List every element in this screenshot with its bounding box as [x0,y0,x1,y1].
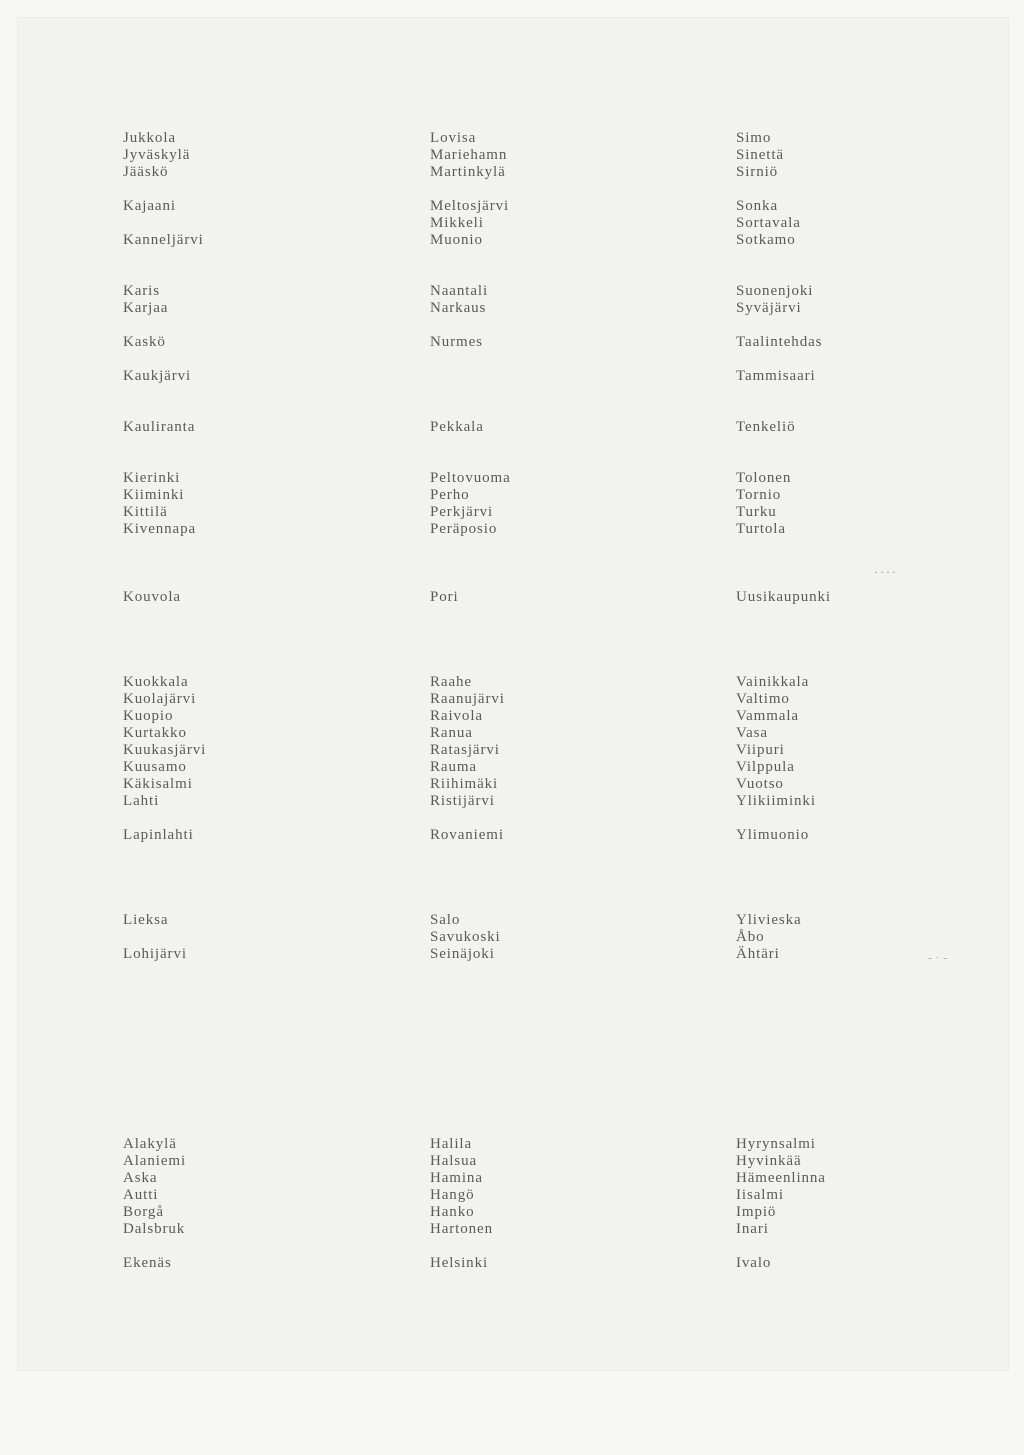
place-name: Peräposio [430,521,498,537]
place-name: Jääskö [123,164,169,180]
place-name: Tornio [736,487,782,503]
place-name: Vasa [736,725,768,741]
place-name: Martinkylä [430,164,506,180]
place-name: Rauma [430,759,477,775]
place-name: Hyrynsalmi [736,1136,816,1152]
place-name: Savukoski [430,929,501,945]
place-name: Tammisaari [736,368,816,384]
place-name: Narkaus [430,300,487,316]
place-name: Borgå [123,1204,164,1220]
place-name: Halila [430,1136,473,1152]
place-name: Mariehamn [430,147,508,163]
place-name: Ähtäri [736,946,780,962]
place-name: Dalsbruk [123,1221,186,1237]
place-name: Ylikiiminki [736,793,816,809]
place-name: Kauliranta [123,419,196,435]
place-name: Lohijärvi [123,946,187,962]
place-name: Hanko [430,1204,475,1220]
place-name: Kuukasjärvi [123,742,207,758]
place-name: Kiiminki [123,487,185,503]
place-name: Turtola [736,521,786,537]
place-name: Hämeenlinna [736,1170,826,1186]
place-name: Kurtakko [123,725,187,741]
place-name: Karis [123,283,160,299]
place-name: Perkjärvi [430,504,494,520]
place-name: Sirniö [736,164,779,180]
place-name: Kivennapa [123,521,197,537]
place-name: Kierinki [123,470,181,486]
place-name: Naantali [430,283,489,299]
place-name: Vilppula [736,759,795,775]
place-name: Kajaani [123,198,176,214]
place-name: Syväjärvi [736,300,802,316]
place-name: Kaukjärvi [123,368,192,384]
place-name: Mikkeli [430,215,484,231]
place-name: Vammala [736,708,799,724]
place-name: Rovaniemi [430,827,504,843]
place-name: Helsinki [430,1255,489,1271]
place-name: Kuopio [123,708,174,724]
place-name: Hangö [430,1187,475,1203]
place-name: Tenkeliö [736,419,796,435]
margin-speck: -·- [928,952,951,964]
place-name: Ylivieska [736,912,802,928]
place-name: Salo [430,912,461,928]
place-name: Alakylä [123,1136,177,1152]
place-name: Kaskö [123,334,166,350]
margin-dots: ···· [874,565,898,579]
place-name: Lieksa [123,912,169,928]
place-name: Tolonen [736,470,792,486]
place-name: Halsua [430,1153,478,1169]
place-name: Kuokkala [123,674,189,690]
place-name: Kanneljärvi [123,232,204,248]
place-name: Ivalo [736,1255,772,1271]
document-page [18,18,1008,1370]
place-name: Sotkamo [736,232,796,248]
place-name: Kittilä [123,504,168,520]
place-name: Kuusamo [123,759,187,775]
place-name: Meltosjärvi [430,198,510,214]
place-name: Käkisalmi [123,776,193,792]
place-name: Muonio [430,232,483,248]
place-name: Pekkala [430,419,484,435]
place-name: Riihimäki [430,776,499,792]
place-name: Jukkola [123,130,176,146]
place-name: Hamina [430,1170,483,1186]
place-name: Impiö [736,1204,777,1220]
place-name: Ratasjärvi [430,742,500,758]
place-name: Hartonen [430,1221,494,1237]
place-name: Ylimuonio [736,827,810,843]
place-name: Karjaa [123,300,169,316]
place-name: Nurmes [430,334,483,350]
place-name: Suonenjoki [736,283,814,299]
place-name: Raivola [430,708,483,724]
place-name: Lahti [123,793,160,809]
place-name: Taalintehdas [736,334,823,350]
place-name: Sonka [736,198,778,214]
place-name: Aska [123,1170,158,1186]
place-name: Vainikkala [736,674,810,690]
place-name: Kuolajärvi [123,691,197,707]
place-name: Iisalmi [736,1187,784,1203]
place-name: Inari [736,1221,769,1237]
place-name: Lapinlahti [123,827,194,843]
place-name: Alaniemi [123,1153,187,1169]
place-name: Seinäjoki [430,946,495,962]
place-name: Turku [736,504,777,520]
place-name: Ristijärvi [430,793,495,809]
place-name: Sinettä [736,147,784,163]
place-name: Uusikaupunki [736,589,831,605]
place-name: Jyväskylä [123,147,191,163]
place-name: Peltovuoma [430,470,511,486]
place-name: Perho [430,487,470,503]
place-name: Hyvinkää [736,1153,802,1169]
place-name: Vuotso [736,776,784,792]
place-name: Lovisa [430,130,477,146]
place-name: Åbo [736,929,765,945]
place-name: Ekenäs [123,1255,172,1271]
place-name: Pori [430,589,459,605]
place-name: Kouvola [123,589,181,605]
place-name: Raanujärvi [430,691,505,707]
place-name: Sortavala [736,215,801,231]
place-name: Valtimo [736,691,790,707]
place-name: Viipuri [736,742,785,758]
place-name: Autti [123,1187,159,1203]
place-name: Raahe [430,674,472,690]
place-name: Ranua [430,725,473,741]
place-name: Simo [736,130,772,146]
